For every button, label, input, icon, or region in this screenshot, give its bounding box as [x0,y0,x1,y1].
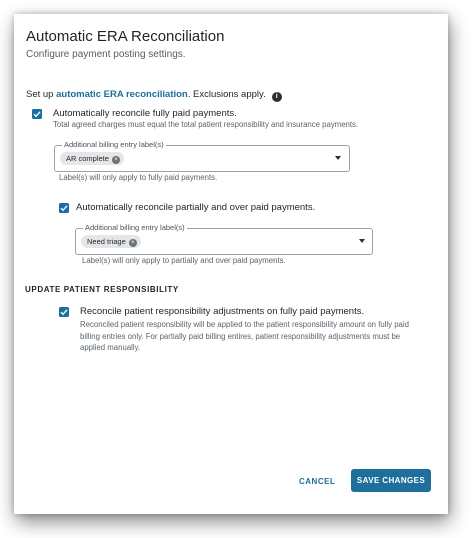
partial-paid-field-helper: Label(s) will only apply to partially and over paid payments. [82,256,286,265]
patient-responsibility-description: Reconciled patient responsibility will be applied to the patient responsibility amount on fully paid billing entries only. For partially paid billing entires, patient responsibility adjustments must be applied manually. [80,320,409,352]
partial-paid-label: Automatically reconcile partially and over paid payments. [76,202,316,213]
era-reconciliation-link[interactable]: automatic ERA reconciliation [56,89,188,100]
chip-text: Need triage [87,237,126,246]
section-heading: UPDATE PATIENT RESPONSIBILITY [25,285,179,294]
partial-paid-field-label: Additional billing entry label(s) [85,223,185,232]
dialog-title: Automatic ERA Reconciliation [26,28,225,45]
chevron-down-icon[interactable] [335,156,341,160]
setup-prefix: Set up [26,89,57,100]
chevron-down-icon[interactable] [359,239,365,243]
chip-text: AR complete [66,154,109,163]
cancel-button[interactable]: CANCEL [299,477,336,486]
ar-complete-chip [60,152,124,165]
save-changes-button[interactable]: SAVE CHANGES [351,469,431,492]
checkmark-icon [33,110,41,118]
setup-suffix: . Exclusions apply. [187,89,266,100]
fully-paid-helper: Total agreed charges must equal the total patient responsibility and insurance payments. [53,120,359,129]
checkmark-icon [60,308,68,316]
partial-paid-checkbox[interactable] [59,203,69,213]
setup-line [26,89,282,102]
chip-remove-icon[interactable]: × [112,156,120,164]
patient-responsibility-label: Reconcile patient responsibility adjustments on fully paid payments. [80,306,365,317]
chip-remove-icon[interactable]: × [129,239,137,247]
checkmark-icon [60,204,68,212]
fully-paid-field-helper: Label(s) will only apply to fully paid payments. [59,173,218,182]
fully-paid-field-label: Additional billing entry label(s) [64,140,164,149]
partial-paid-label-select[interactable] [75,223,373,255]
dialog-subtitle: Configure payment posting settings. [26,49,186,60]
patient-responsibility-checkbox[interactable] [59,307,69,317]
need-triage-chip [81,235,141,248]
dialog-shadow [14,14,448,514]
info-icon[interactable]: i [272,92,282,102]
era-reconciliation-dialog [14,14,448,514]
fully-paid-label-select[interactable] [54,140,350,172]
fully-paid-checkbox[interactable] [32,109,42,119]
fully-paid-label: Automatically reconcile fully paid payments. [53,108,237,119]
